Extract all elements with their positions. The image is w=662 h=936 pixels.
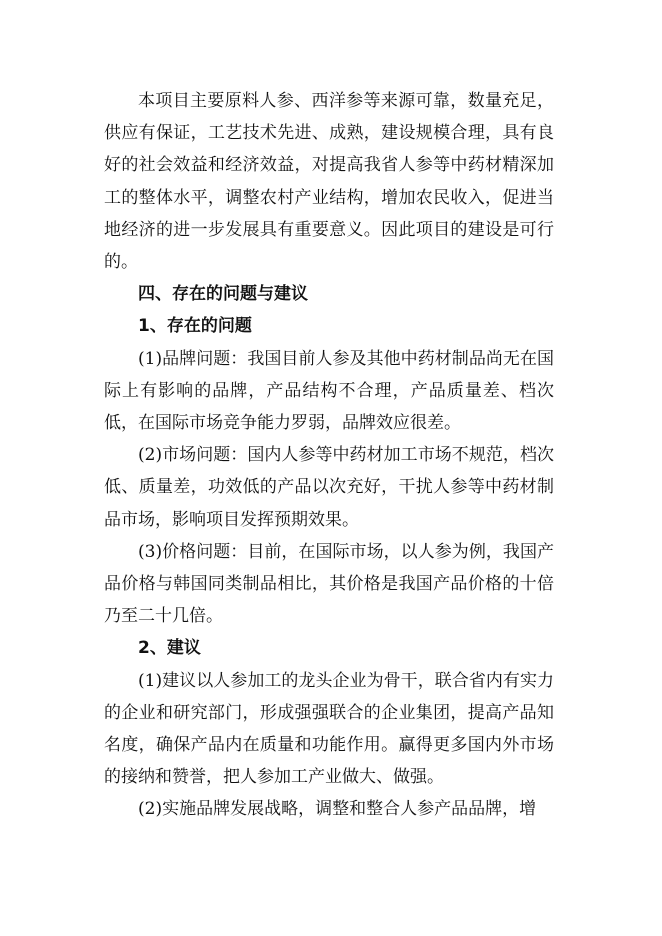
section-heading: 四、存在的问题与建议 xyxy=(138,284,308,305)
suggestions-subheading: 2、建议 xyxy=(138,638,201,659)
problem-brand-paragraph: (1)品牌问题：我国目前人参及其他中药材制品尚无在国际上有影响的品牌，产品结构不合理，产品质量差、档次低，在国际市场竞争能力罗弱，品牌效应很差。 xyxy=(104,348,554,434)
problems-subheading: 1、存在的问题 xyxy=(138,316,252,337)
document-page xyxy=(104,85,554,826)
problem-price-paragraph: (3)价格问题：目前，在国际市场，以人参为例，我国产品价格与韩国同类制品相比，其价格是我国产品价格的十倍乃至二十几倍。 xyxy=(104,541,554,627)
conclusion-paragraph: 本项目主要原料人参、西洋参等来源可靠，数量充足，供应有保证，工艺技术先进、成熟，建设规模合理，具有良好的社会效益和经济效益，对提高我省人参等中药材精深加工的整体水平，调整农村产业结构，增加农民收入，促进当地经济的进一步发展具有重要意义。因此项目的建设是可行的。 xyxy=(104,91,554,273)
suggestion-brand-paragraph: (2)实施品牌发展战略，调整和整合人参产品品牌，增 xyxy=(138,799,537,820)
problem-market-paragraph: (2)市场问题：国内人参等中药材加工市场不规范，档次低、质量差，功效低的产品以次充好，干扰人参等中药材制品市场，影响项目发挥预期效果。 xyxy=(104,445,554,530)
suggestion-alliance-paragraph: (1)建议以人参加工的龙头企业为骨干，联合省内有实力的企业和研究部门，形成强强联合的企业集团，提高产品知名度，确保产品内在质量和功能作用。赢得更多国内外市场的接纳和赞誉，把人参加工产业做大、做强。 xyxy=(104,670,554,788)
